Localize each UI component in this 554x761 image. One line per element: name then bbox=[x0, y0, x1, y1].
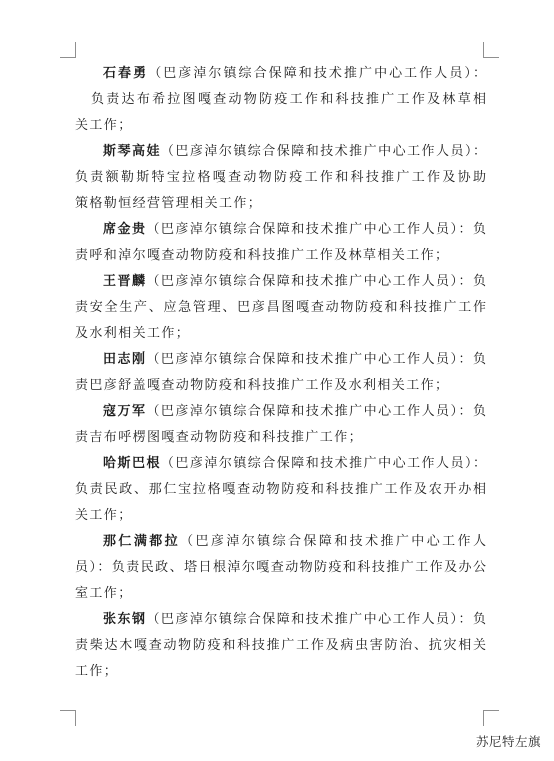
entry-text: （巴彦淖尔镇综合保障和技术推广中心工作人员）： bbox=[148, 66, 486, 81]
staff-name: 斯琴高娃 bbox=[103, 144, 161, 159]
staff-entry bbox=[75, 399, 486, 451]
entry-line: 责巴彦舒盖嘎查动物防疫和科技推广工作及水利相关工作； bbox=[75, 378, 450, 393]
document-text bbox=[75, 61, 486, 685]
entry-text: （巴彦淖尔镇综合保障和技术推广中心工作人员）：负 bbox=[146, 222, 486, 237]
entry-line: 负责达布希拉图嘎查动物防疫工作和科技推广工作及林草相 bbox=[91, 92, 486, 107]
staff-name: 那仁满都拉 bbox=[103, 534, 181, 549]
staff-entry bbox=[75, 61, 486, 139]
entry-line: 员）：负责民政、塔日根淖尔嘎查动物防疫和科技推广工作及办公 bbox=[75, 560, 486, 575]
entry-first-line bbox=[75, 529, 486, 555]
entry-first-line bbox=[75, 607, 486, 633]
entry-first-line bbox=[75, 347, 486, 373]
entry-first-line bbox=[75, 269, 486, 295]
watermark-caption: 苏尼特左旗 bbox=[475, 735, 541, 749]
staff-entry bbox=[75, 607, 486, 685]
entry-first-line bbox=[75, 61, 486, 87]
entry-line: 负责民政、那仁宝拉格嘎查动物防疫和科技推广工作及农开办相 bbox=[75, 482, 486, 497]
entry-line: 室工作； bbox=[75, 586, 133, 601]
entry-line: 责吉布呼楞图嘎查动物防疫和科技推广工作； bbox=[75, 430, 364, 445]
entry-line: 责呼和淖尔嘎查动物防疫和科技推广工作及林草相关工作； bbox=[75, 248, 450, 263]
entry-text: （巴彦淖尔镇综合保障和技术推广中心工作人员）： bbox=[160, 144, 486, 159]
entry-line: 关工作； bbox=[75, 118, 133, 133]
entry-first-line bbox=[75, 451, 486, 477]
entry-text: （巴彦淖尔镇综合保障和技术推广中心工作人员）：负 bbox=[146, 612, 486, 627]
crop-mark-top-right bbox=[483, 42, 499, 58]
entry-text: （巴彦淖尔镇综合保障和技术推广中心工作人员）： bbox=[160, 456, 486, 471]
crop-mark-bottom-right bbox=[483, 710, 499, 726]
entry-line: 工作； bbox=[75, 664, 119, 679]
entry-line: 关工作； bbox=[75, 508, 133, 523]
staff-name: 席金贵 bbox=[103, 222, 147, 237]
entry-first-line bbox=[75, 399, 486, 425]
entry-line: 策格勒恒经营管理相关工作； bbox=[75, 196, 263, 211]
entry-text: （巴彦淖尔镇综合保障和技术推广中心工作人员）：负 bbox=[146, 274, 486, 289]
staff-name: 寇万军 bbox=[103, 404, 147, 419]
entry-text: （巴彦淖尔镇综合保障和技术推广中心工作人 bbox=[180, 534, 486, 549]
entry-first-line bbox=[75, 139, 486, 165]
entry-first-line bbox=[75, 217, 486, 243]
staff-name: 哈斯巴根 bbox=[103, 456, 161, 471]
staff-entry bbox=[75, 451, 486, 529]
staff-entry bbox=[75, 139, 486, 217]
entry-text: （巴彦淖尔镇综合保障和技术推广中心工作人员）：负 bbox=[146, 404, 486, 419]
staff-entry bbox=[75, 347, 486, 399]
staff-name: 王晋麟 bbox=[103, 274, 147, 289]
staff-entry bbox=[75, 217, 486, 269]
staff-name: 张东钢 bbox=[103, 612, 147, 627]
crop-mark-bottom-left bbox=[60, 710, 76, 726]
entry-line: 及水利相关工作； bbox=[75, 326, 191, 341]
crop-mark-top-left bbox=[60, 42, 76, 58]
entry-line: 责安全生产、应急管理、巴彦昌图嘎查动物防疫和科技推广工作 bbox=[75, 300, 486, 315]
staff-name: 田志刚 bbox=[103, 352, 147, 367]
entry-line: 责柴达木嘎查动物防疫和科技推广工作及病虫害防治、抗灾相关 bbox=[75, 638, 486, 653]
entry-text: （巴彦淖尔镇综合保障和技术推广中心工作人员）：负 bbox=[146, 352, 486, 367]
staff-entry bbox=[75, 269, 486, 347]
entry-line: 负责额勒斯特宝拉格嘎查动物防疫工作和科技推广工作及协助 bbox=[75, 170, 486, 185]
staff-name: 石春勇 bbox=[103, 66, 149, 81]
staff-entry bbox=[75, 529, 486, 607]
